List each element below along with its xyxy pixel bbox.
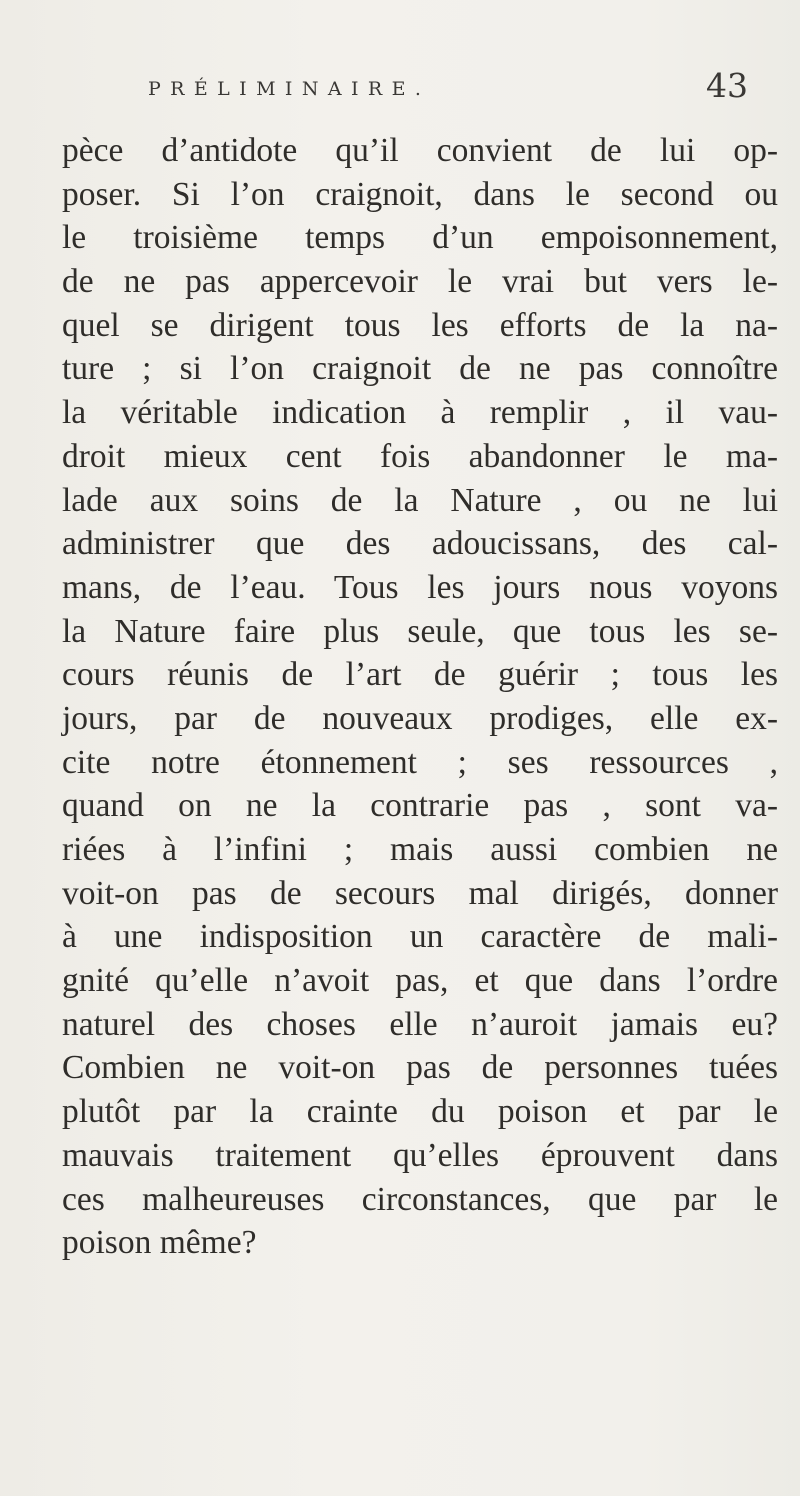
page-number: 43	[706, 66, 748, 105]
text-line: cours réunis de l’art de guérir ; tous les	[62, 656, 778, 694]
text-line: droit mieux cent fois abandonner le ma-	[62, 437, 778, 475]
text-line: administrer que des adoucissans, des cal-	[62, 525, 778, 563]
text-line: cite notre étonnement ; ses ressources ,	[62, 743, 778, 781]
body-text	[62, 129, 778, 1265]
text-line: la Nature faire plus seule, que tous les se-	[62, 612, 778, 650]
text-line: gnité qu’elle n’avoit pas, et que dans l’ordre	[62, 962, 778, 1000]
text-line: Combien ne voit-on pas de personnes tuées	[62, 1049, 778, 1087]
text-line: jours, par de nouveaux prodiges, elle ex-	[62, 699, 778, 737]
text-line: mans, de l’eau. Tous les jours nous voyons	[62, 568, 778, 606]
text-line: quand on ne la contrarie pas , sont va-	[62, 787, 778, 825]
text-line: poser. Si l’on craignoit, dans le second ou	[62, 175, 778, 213]
text-line: le troisième temps d’un empoisonnement,	[62, 219, 778, 257]
text-line: à une indisposition un caractère de mali-	[62, 918, 778, 956]
page-header	[148, 64, 748, 114]
running-title: PRÉLIMINAIRE.	[148, 78, 431, 100]
text-line: ces malheureuses circonstances, que par le	[62, 1180, 778, 1218]
text-line: mauvais traitement qu’elles éprouvent dans	[62, 1136, 778, 1174]
text-line: ture ; si l’on craignoit de ne pas connoître	[62, 350, 778, 388]
text-line: naturel des choses elle n’auroit jamais eu?	[62, 1005, 778, 1043]
text-line: la véritable indication à remplir , il vau-	[62, 394, 778, 432]
text-line: voit-on pas de secours mal dirigés, donner	[62, 874, 778, 912]
text-line: pèce d’antidote qu’il convient de lui op-	[62, 132, 778, 169]
text-line: riées à l’infini ; mais aussi combien ne	[62, 831, 778, 868]
text-line: plutôt par la crainte du poison et par le	[62, 1093, 778, 1131]
text-line: quel se dirigent tous les efforts de la na-	[62, 306, 778, 344]
text-line: lade aux soins de la Nature , ou ne lui	[62, 481, 778, 519]
text-line: poison même?	[62, 1224, 257, 1262]
text-line: de ne pas appercevoir le vrai but vers le-	[62, 263, 778, 301]
